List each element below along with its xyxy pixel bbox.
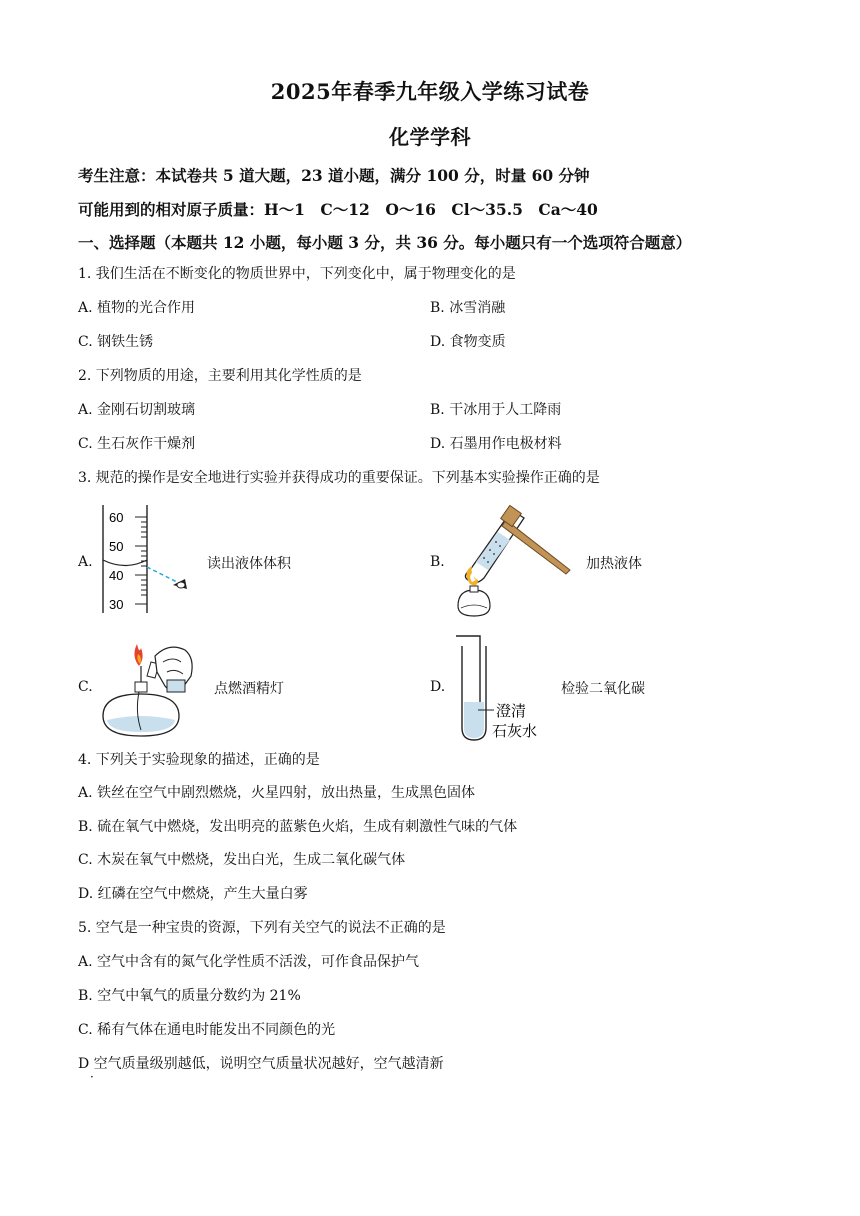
- lighting-alcohol-lamp-figure: [95, 632, 205, 740]
- question-3-option-c-letter: C.: [78, 679, 93, 695]
- question-4-option-d: D. 红磷在空气中燃烧，产生大量白雾: [78, 886, 308, 902]
- question-3-option-d-letter: D.: [430, 679, 446, 695]
- test-tube-limewater-figure: [450, 630, 560, 742]
- atomic-masses: 可能用到的相对原子质量：H～1 C～12 O～16 Cl～35.5 Ca～40: [78, 200, 598, 219]
- question-1-option-b: B. 冰雪消融: [430, 300, 506, 316]
- question-4-stem: 4. 下列关于实验现象的描述，正确的是: [78, 752, 320, 768]
- question-5-option-a: A. 空气中含有的氮气化学性质不活泼，可作食品保护气: [78, 954, 420, 970]
- limewater-label-line1: 澄清: [496, 702, 527, 720]
- question-5-option-d: D 空气质量级别越低，说明空气质量状况越好，空气越清新: [78, 1056, 444, 1072]
- heating-liquid-figure: [448, 498, 578, 623]
- question-5-option-c: C. 稀有气体在通电时能发出不同颜色的光: [78, 1022, 336, 1038]
- question-1-option-a: A. 植物的光合作用: [78, 300, 196, 316]
- question-4-option-a: A. 铁丝在空气中剧烈燃烧，火星四射，放出热量，生成黑色固体: [78, 785, 476, 801]
- question-3-option-c-caption: 点燃酒精灯: [214, 681, 284, 697]
- question-5-stem: 5. 空气是一种宝贵的资源，下列有关空气的说法不正确的是: [78, 920, 446, 936]
- question-5-option-b: B. 空气中氧气的质量分数约为 21%: [78, 988, 301, 1004]
- limewater-label-line2: 石灰水: [492, 722, 538, 740]
- exam-notice: 考生注意：本试卷共 5 道大题，23 道小题，满分 100 分，时量 60 分钟: [78, 166, 590, 185]
- scale-label-30: 30: [109, 597, 124, 612]
- question-3-option-d-caption: 检验二氧化碳: [561, 681, 645, 697]
- graduated-cylinder-figure: [95, 505, 205, 615]
- scale-label-50: 50: [109, 539, 124, 554]
- question-1-option-d: D. 食物变质: [430, 334, 506, 350]
- question-1-stem: 1. 我们生活在不断变化的物质世界中，下列变化中，属于物理变化的是: [78, 266, 516, 282]
- question-3-option-a-letter: A.: [78, 554, 93, 570]
- scale-label-60: 60: [109, 510, 124, 525]
- question-2-option-a: A. 金刚石切割玻璃: [78, 402, 196, 418]
- question-2-option-b: B. 干冰用于人工降雨: [430, 402, 562, 418]
- question-4-option-c: C. 木炭在氧气中燃烧，发出白光，生成二氧化碳气体: [78, 852, 406, 868]
- subject-title: 化学学科: [389, 125, 471, 149]
- question-2-option-d: D. 石墨用作电极材料: [430, 436, 562, 452]
- question-3-stem: 3. 规范的操作是安全地进行实验并获得成功的重要保证。下列基本实验操作正确的是: [78, 470, 600, 486]
- question-2-stem: 2. 下列物质的用途，主要利用其化学性质的是: [78, 368, 362, 384]
- stray-dot: ·: [90, 1070, 94, 1084]
- question-4-option-b: B. 硫在氧气中燃烧，发出明亮的蓝紫色火焰，生成有刺激性气味的气体: [78, 819, 518, 835]
- exam-title: 2025年春季九年级入学练习试卷: [270, 79, 590, 104]
- question-2-option-c: C. 生石灰作干燥剂: [78, 436, 196, 452]
- question-3-option-b-caption: 加热液体: [586, 556, 642, 572]
- question-3-option-a-caption: 读出液体体积: [207, 556, 291, 572]
- question-1-option-c: C. 钢铁生锈: [78, 334, 154, 350]
- question-3-option-b-letter: B.: [430, 554, 445, 570]
- section-heading: 一、选择题（本题共 12 小题，每小题 3 分，共 36 分。每小题只有一个选项符合题意）: [78, 233, 692, 252]
- scale-label-40: 40: [109, 568, 124, 583]
